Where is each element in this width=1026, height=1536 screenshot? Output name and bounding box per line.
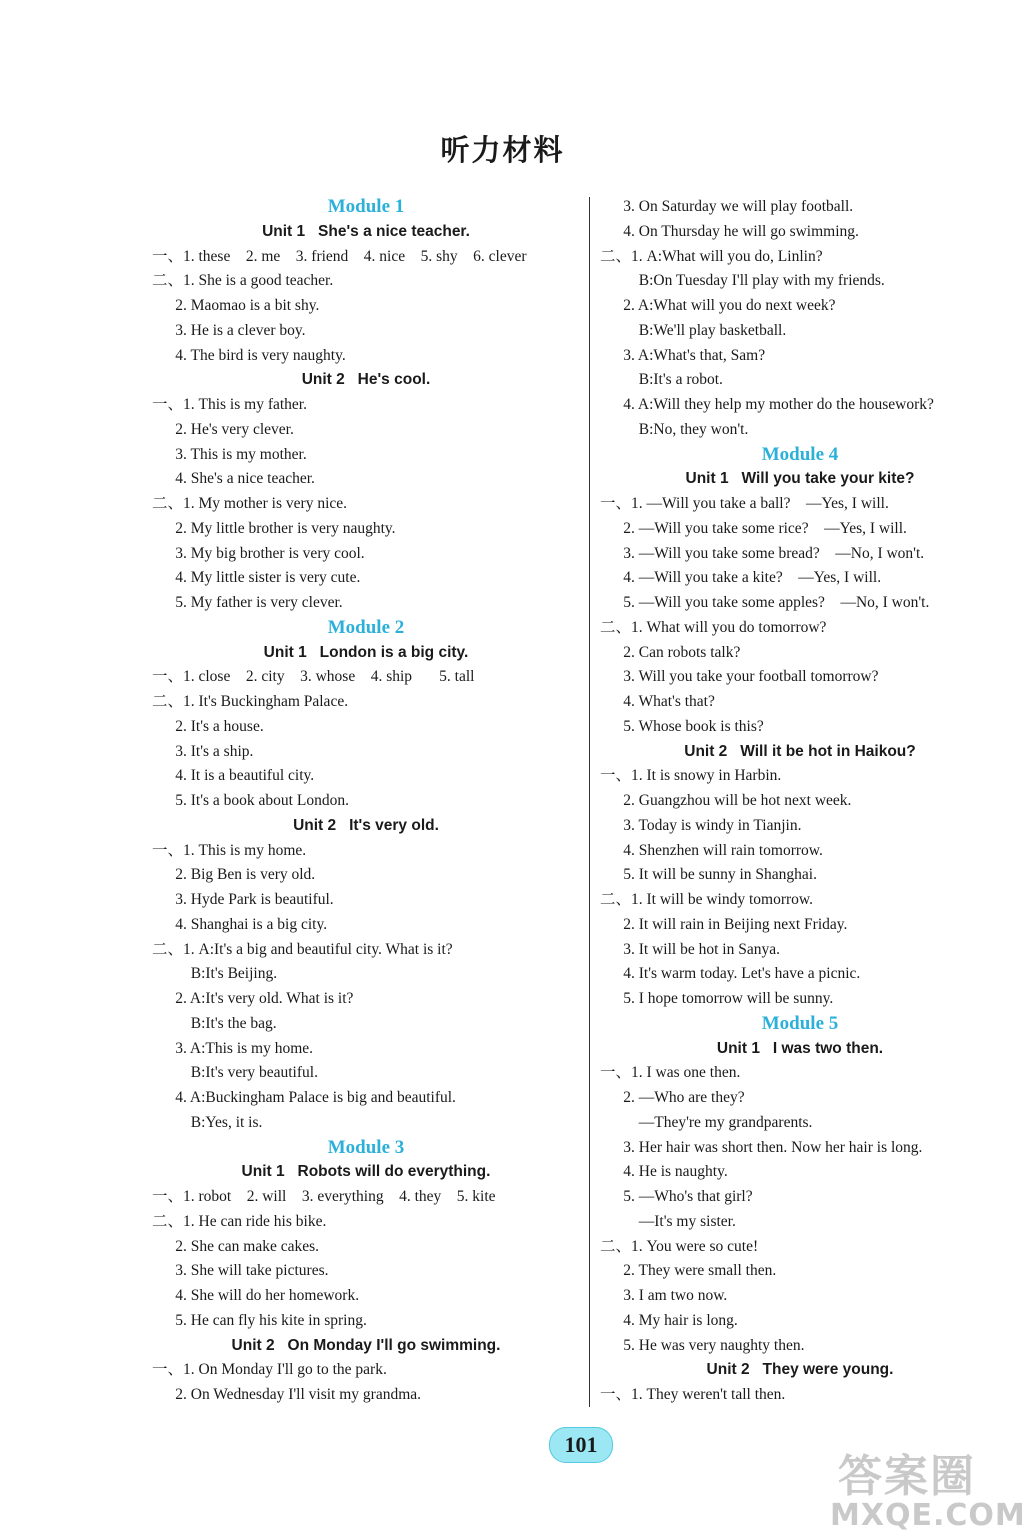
- listening-item: 一、1. It is snowy in Harbin.: [600, 767, 782, 785]
- unit-heading: Unit 1 Will you take your kite?: [685, 470, 915, 488]
- unit-heading: Unit 2 He's cool.: [301, 371, 431, 389]
- listening-item: 3. He is a clever boy.: [152, 321, 306, 339]
- listening-item: B:It's a robot.: [600, 371, 723, 389]
- listening-item: 3. She will take pictures.: [152, 1262, 329, 1280]
- listening-item: 2. On Wednesday I'll visit my grandma.: [152, 1386, 422, 1403]
- listening-item: 4. On Thursday he will go swimming.: [600, 222, 859, 240]
- listening-item: 2. They were small then.: [600, 1262, 777, 1280]
- module-heading: Module 2: [327, 616, 405, 638]
- listening-item: 5. My father is very clever.: [152, 594, 343, 611]
- listening-item: 一、1. This is my father.: [152, 396, 307, 413]
- listening-item: 2. It will rain in Beijing next Friday.: [600, 915, 848, 933]
- listening-item: 4. He is naughty.: [600, 1163, 728, 1181]
- listening-item: 4. What's that?: [600, 693, 715, 710]
- listening-item: 3. This is my mother.: [152, 445, 307, 463]
- listening-item: 2. A:What will you do next week?: [600, 297, 836, 314]
- unit-heading: Unit 1 London is a big city.: [263, 643, 469, 661]
- listening-item: 3. Today is windy in Tianjin.: [600, 816, 802, 834]
- listening-item: 3. My big brother is very cool.: [152, 544, 365, 562]
- listening-item: —They're my grandparents.: [600, 1113, 813, 1131]
- listening-item: 一、1. these 2. me 3. friend 4. nice 5. shy 6. clever: [152, 247, 527, 265]
- module-heading: Module 1: [327, 196, 405, 217]
- listening-item: 2. Big Ben is very old.: [152, 866, 316, 884]
- listening-item: 2. —Will you take some rice? —Yes, I will.: [600, 519, 907, 537]
- page-title: 听力材料: [440, 133, 565, 167]
- listening-item: 一、1. close 2. city 3. whose 4. ship 5. tall: [152, 668, 475, 686]
- listening-item: B:Yes, it is.: [152, 1113, 263, 1131]
- listening-item: 4. The bird is very naughty.: [152, 346, 346, 364]
- unit-heading: Unit 1 She's a nice teacher.: [262, 222, 470, 240]
- module-heading: Module 4: [761, 443, 839, 465]
- listening-item: 4. A:Buckingham Palace is big and beautiful.: [152, 1089, 456, 1106]
- listening-item: 5. It's a book about London.: [152, 792, 349, 809]
- module-heading: Module 5: [761, 1012, 839, 1034]
- listening-item: B:No, they won't.: [600, 420, 749, 438]
- watermark-logo: [830, 1440, 1026, 1536]
- unit-heading: Unit 1 Robots will do everything.: [241, 1163, 491, 1181]
- listening-item: 3. On Saturday we will play football.: [600, 198, 854, 215]
- listening-item: 4. It is a beautiful city.: [152, 767, 315, 785]
- listening-item: 2. Guangzhou will be hot next week.: [600, 792, 852, 809]
- listening-item: 2. She can make cakes.: [152, 1237, 319, 1255]
- listening-item: 一、1. robot 2. will 3. everything 4. they 5. kite: [152, 1188, 496, 1205]
- listening-item: 4. Shenzhen will rain tomorrow.: [600, 841, 823, 859]
- module-heading: Module 3: [327, 1136, 405, 1158]
- listening-item: 2. Can robots talk?: [600, 643, 741, 661]
- listening-item: 3. Her hair was short then. Now her hair is long.: [600, 1138, 923, 1156]
- listening-item: 二、1. He can ride his bike.: [152, 1212, 327, 1230]
- listening-item: 2. A:It's very old. What is it?: [152, 990, 354, 1007]
- listening-item: 二、1. She is a good teacher.: [152, 272, 334, 290]
- unit-heading: Unit 2 Will it be hot in Haikou?: [684, 742, 916, 760]
- listening-item: —It's my sister.: [600, 1212, 736, 1230]
- listening-item: 二、1. My mother is very nice.: [152, 495, 348, 512]
- listening-item: 3. Will you take your football tomorrow?: [600, 668, 879, 686]
- listening-item: 2. My little brother is very naughty.: [152, 519, 396, 537]
- column-divider: [589, 197, 590, 1407]
- listening-item: 3. I am two now.: [600, 1287, 728, 1304]
- listening-item: 5. —Who's that girl?: [600, 1188, 753, 1205]
- unit-heading: Unit 2 It's very old.: [293, 816, 439, 834]
- listening-item: 4. It's warm today. Let's have a picnic.: [600, 965, 861, 983]
- listening-item: 二、1. It will be windy tomorrow.: [600, 891, 813, 908]
- listening-item: 3. A:What's that, Sam?: [600, 346, 766, 364]
- listening-item: 二、1. A:What will you do, Linlin?: [600, 247, 823, 265]
- listening-item: 3. Hyde Park is beautiful.: [152, 891, 334, 908]
- unit-heading: Unit 2 They were young.: [706, 1361, 894, 1379]
- listening-item: 一、1. On Monday I'll go to the park.: [152, 1361, 387, 1379]
- listening-item: 5. I hope tomorrow will be sunny.: [600, 990, 834, 1007]
- listening-item: 2. —Who are they?: [600, 1089, 745, 1106]
- listening-item: 3. It's a ship.: [152, 742, 254, 760]
- listening-item: 4. Shanghai is a big city.: [152, 915, 328, 933]
- listening-item: 5. He can fly his kite in spring.: [152, 1311, 367, 1329]
- listening-item: 4. She's a nice teacher.: [152, 470, 315, 488]
- listening-item: 5. He was very naughty then.: [600, 1336, 805, 1354]
- listening-item: 一、1. —Will you take a ball? —Yes, I will.: [600, 495, 889, 512]
- listening-item: B:We'll play basketball.: [600, 321, 787, 339]
- listening-item: 5. It will be sunny in Shanghai.: [600, 866, 817, 884]
- listening-item: 4. She will do her homework.: [152, 1287, 360, 1304]
- listening-item: 二、1. A:It's a big and beautiful city. What is it?: [152, 940, 453, 958]
- listening-item: 3. —Will you take some bread? —No, I won't.: [600, 544, 925, 562]
- page-number-badge: 101: [549, 1427, 613, 1463]
- listening-item: 二、1. You were so cute!: [600, 1237, 759, 1255]
- watermark-text-bottom: MXQE.COM: [830, 1498, 1026, 1533]
- unit-heading: Unit 1 I was two then.: [716, 1039, 884, 1057]
- listening-item: 4. —Will you take a kite? —Yes, I will.: [600, 569, 882, 587]
- listening-item: 3. A:This is my home.: [152, 1039, 314, 1057]
- listening-item: 5. —Will you take some apples? —No, I won't.: [600, 594, 930, 611]
- listening-item: 一、1. They weren't tall then.: [600, 1386, 786, 1403]
- listening-item: 4. A:Will they help my mother do the housework?: [600, 396, 934, 413]
- right-column: [600, 195, 1000, 1408]
- listening-item: 5. Whose book is this?: [600, 717, 764, 735]
- left-column: [152, 195, 580, 1408]
- listening-item: B:It's very beautiful.: [152, 1064, 318, 1082]
- listening-item: 4. My little sister is very cute.: [152, 569, 361, 587]
- listening-item: 2. Maomao is a bit shy.: [152, 297, 320, 314]
- listening-item: 2. It's a house.: [152, 717, 264, 735]
- unit-heading: Unit 2 On Monday I'll go swimming.: [231, 1336, 501, 1354]
- watermark-text-top: 答案圈: [838, 1451, 976, 1502]
- listening-item: B:On Tuesday I'll play with my friends.: [600, 272, 885, 290]
- listening-item: 二、1. It's Buckingham Palace.: [152, 693, 349, 710]
- listening-item: 二、1. What will you do tomorrow?: [600, 618, 827, 636]
- listening-item: B:It's the bag.: [152, 1014, 277, 1032]
- listening-item: 4. My hair is long.: [600, 1311, 738, 1329]
- listening-item: B:It's Beijing.: [152, 965, 278, 983]
- listening-item: 一、1. I was one then.: [600, 1064, 741, 1082]
- listening-item: 一、1. This is my home.: [152, 841, 307, 859]
- listening-item: 2. He's very clever.: [152, 420, 294, 438]
- listening-item: 3. It will be hot in Sanya.: [600, 940, 780, 958]
